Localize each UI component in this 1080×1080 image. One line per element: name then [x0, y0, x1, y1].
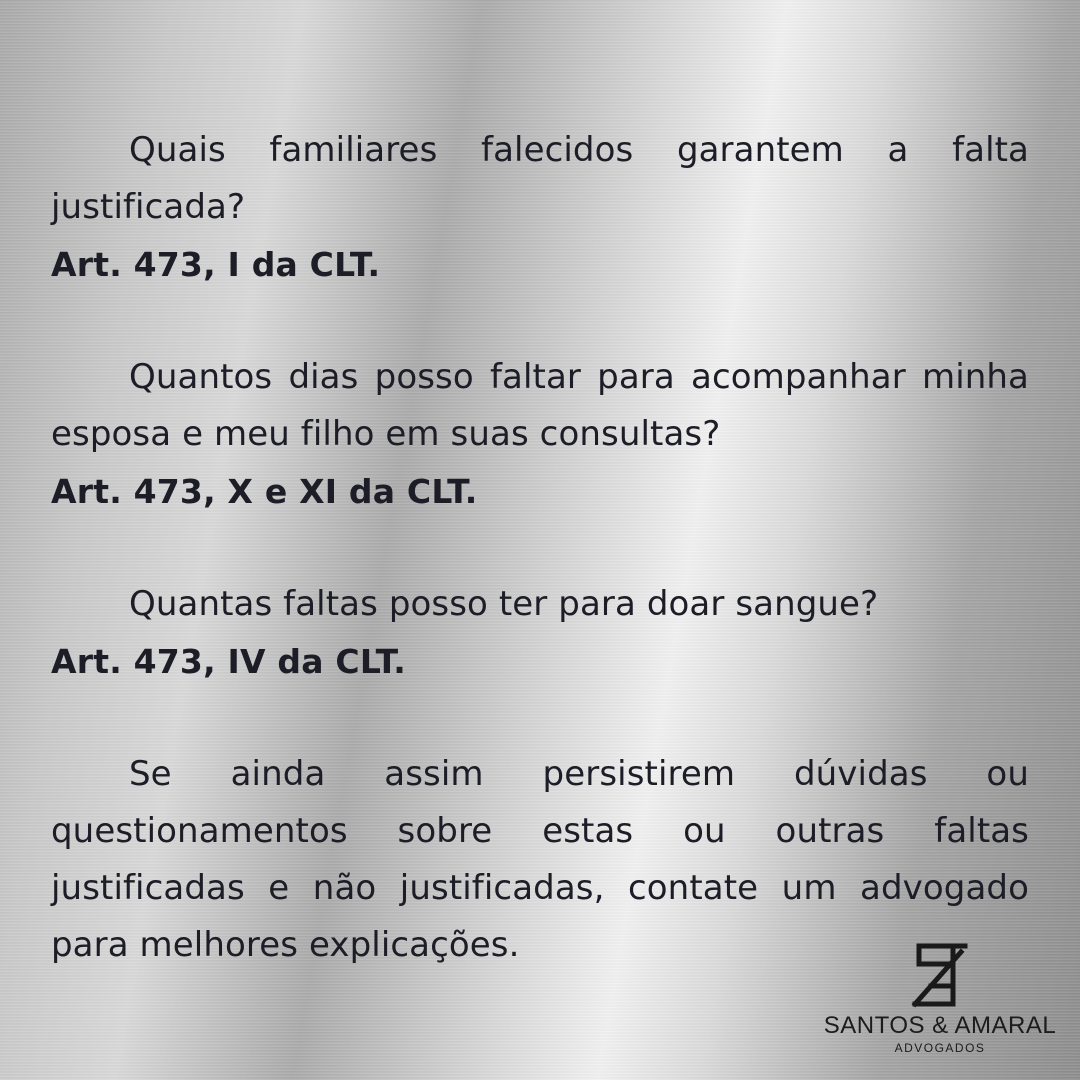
logo-subtitle: ADVOGADOS — [894, 1041, 986, 1055]
answer-3: Art. 473, IV da CLT. — [51, 642, 407, 681]
question-2: Quantos dias posso faltar para acompanhar minha esposa e meu filho em suas consultas? — [51, 357, 1029, 454]
main-content — [51, 122, 1029, 974]
sa-monogram-icon — [905, 940, 975, 1010]
firm-logo — [820, 940, 1060, 1070]
answer-2: Art. 473, X e XI da CLT. — [51, 472, 478, 511]
logo-name: SANTOS & AMARAL — [823, 1012, 1057, 1039]
closing-paragraph: Se ainda assim persistirem dúvidas ou questionamentos sobre estas ou outras faltas justificadas e não justificadas, contate um advogado para melhores explicações. — [51, 754, 1029, 965]
question-3: Quantas faltas posso ter para doar sangue? — [129, 584, 879, 624]
answer-1: Art. 473, I da CLT. — [51, 245, 381, 284]
question-1: Quais familiares falecidos garantem a falta justificada? — [51, 130, 1029, 227]
